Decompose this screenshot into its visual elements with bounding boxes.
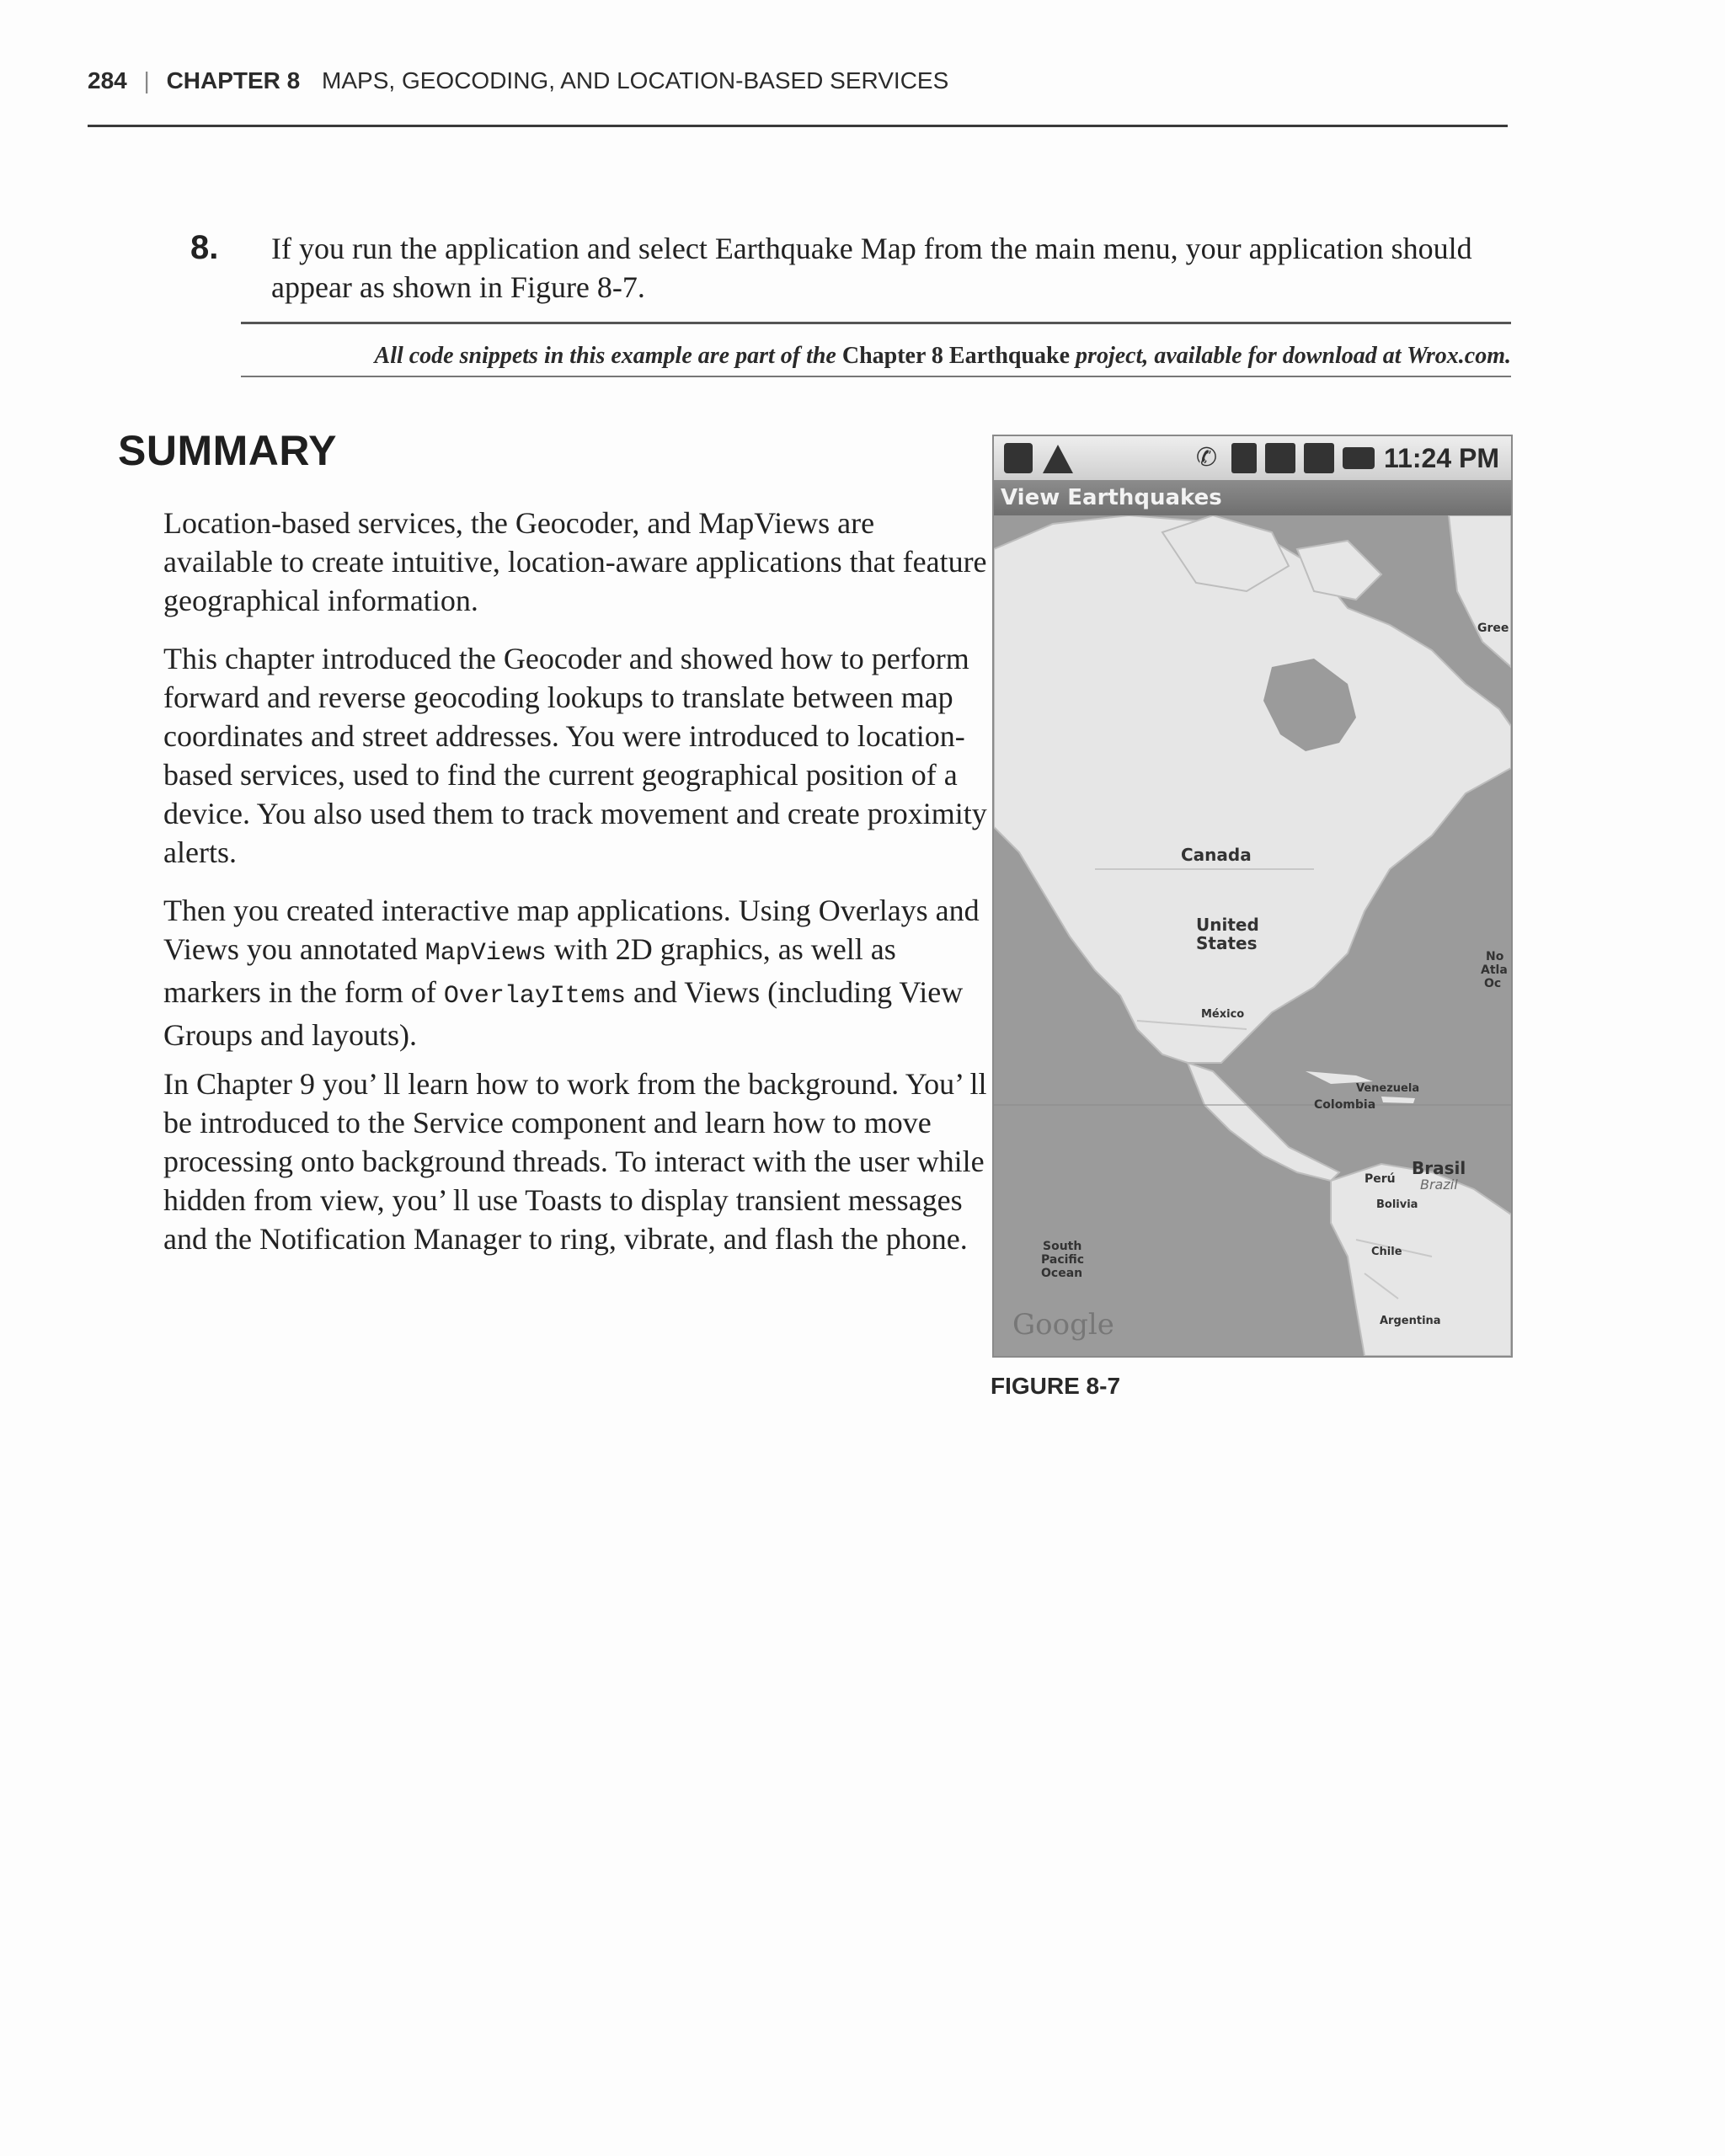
usb-icon: [1004, 443, 1033, 473]
summary-heading: SUMMARY: [118, 427, 337, 474]
page-number: 284: [88, 67, 127, 93]
note-rule-bottom: [241, 376, 1511, 377]
label-united-states-2: States: [1196, 933, 1258, 953]
mute-icon: [1265, 443, 1295, 473]
label-canada: Canada: [1181, 845, 1252, 865]
header-rule: [88, 125, 1508, 127]
warning-icon: [1043, 445, 1073, 473]
label-peru: Perú: [1365, 1172, 1396, 1186]
phone-icon: ✆: [1196, 443, 1218, 472]
label-brasil: Brasil: [1412, 1158, 1466, 1178]
label-colombia: Colombia: [1314, 1098, 1376, 1112]
chapter-label: CHAPTER 8: [166, 67, 301, 93]
code-mapviews: MapViews: [425, 939, 547, 968]
code-overlayitems: OverlayItems: [443, 982, 626, 1011]
note-rule-top: [241, 322, 1511, 324]
signal-icon: [1304, 443, 1334, 473]
p3-text-a: Then you created interactive map applications. Using Overlays and Views you annotated: [163, 894, 980, 966]
app-title-bar: [994, 480, 1511, 515]
step-number: 8.: [190, 229, 219, 266]
note-text-after: project, available for download at Wrox.com.: [1070, 343, 1511, 369]
label-united-states-1: United: [1196, 915, 1259, 935]
code-note: [241, 335, 1511, 377]
p3-text-c: and Views (including View Groups and layouts).: [163, 975, 964, 1052]
google-logo: Google: [1012, 1308, 1114, 1342]
note-project-name: Chapter 8 Earthquake: [841, 343, 1071, 369]
label-north-atlantic-1: No: [1486, 950, 1504, 963]
wifi-icon: [1231, 443, 1257, 473]
header-separator: |: [143, 67, 150, 93]
label-south-pacific-1: South: [1043, 1240, 1082, 1253]
note-text-before: All code snippets in this example are part of the: [374, 343, 842, 369]
figure-screenshot: [992, 435, 1513, 1358]
chapter-title: MAPS, GEOCODING, AND LOCATION-BASED SERVICES: [322, 67, 949, 93]
label-north-atlantic-2: Atla: [1481, 963, 1508, 977]
label-north-atlantic-3: Oc: [1484, 977, 1502, 990]
label-south-pacific-3: Ocean: [1041, 1267, 1083, 1280]
label-chile: Chile: [1371, 1246, 1402, 1258]
figure-caption: FIGURE 8-7: [991, 1373, 1121, 1399]
label-south-pacific-2: Pacific: [1041, 1253, 1085, 1267]
battery-icon: [1343, 447, 1375, 469]
step-text: If you run the application and select Earthquake Map from the main menu, your application should appear as shown in Figure 8-7.: [271, 232, 1472, 304]
summary-paragraph-4: In Chapter 9 you’ ll learn how to work from the background. You’ ll be introduced to the Service component and learn how to move processing onto background threads. To interact with the user while hidden from view, you’ ll use Toasts to display transient messages and the Notification Manager to ring, vibrate, and flash the phone.: [163, 1067, 987, 1256]
status-time: 11:24 PM: [1384, 443, 1499, 473]
app-title: View Earthquakes: [1001, 485, 1222, 510]
label-venezuela: Venezuela: [1356, 1082, 1420, 1095]
p3-text-b: with 2D graphics, as well as markers in the form of: [163, 932, 896, 1009]
label-argentina: Argentina: [1380, 1315, 1441, 1327]
summary-paragraph-2: This chapter introduced the Geocoder and showed how to perform forward and reverse geocoding lookups to translate between map coordinates and street addresses. You were introduced to location-based services, used to find the current geographical position of a device. You also used them to track movement and create proximity alerts.: [163, 642, 987, 869]
label-greenland: Gree: [1477, 622, 1509, 635]
summary-paragraph-3: [163, 891, 989, 1054]
label-brazil: Brazil: [1420, 1177, 1458, 1193]
map-view[interactable]: [994, 515, 1511, 1356]
label-mexico: México: [1201, 1008, 1245, 1021]
status-bar: [994, 436, 1511, 480]
running-header: [88, 67, 1511, 103]
label-bolivia: Bolivia: [1376, 1198, 1418, 1211]
summary-paragraph-1: Location-based services, the Geocoder, and MapViews are available to create intuitive, location-aware applications that feature geographical information.: [163, 506, 987, 617]
